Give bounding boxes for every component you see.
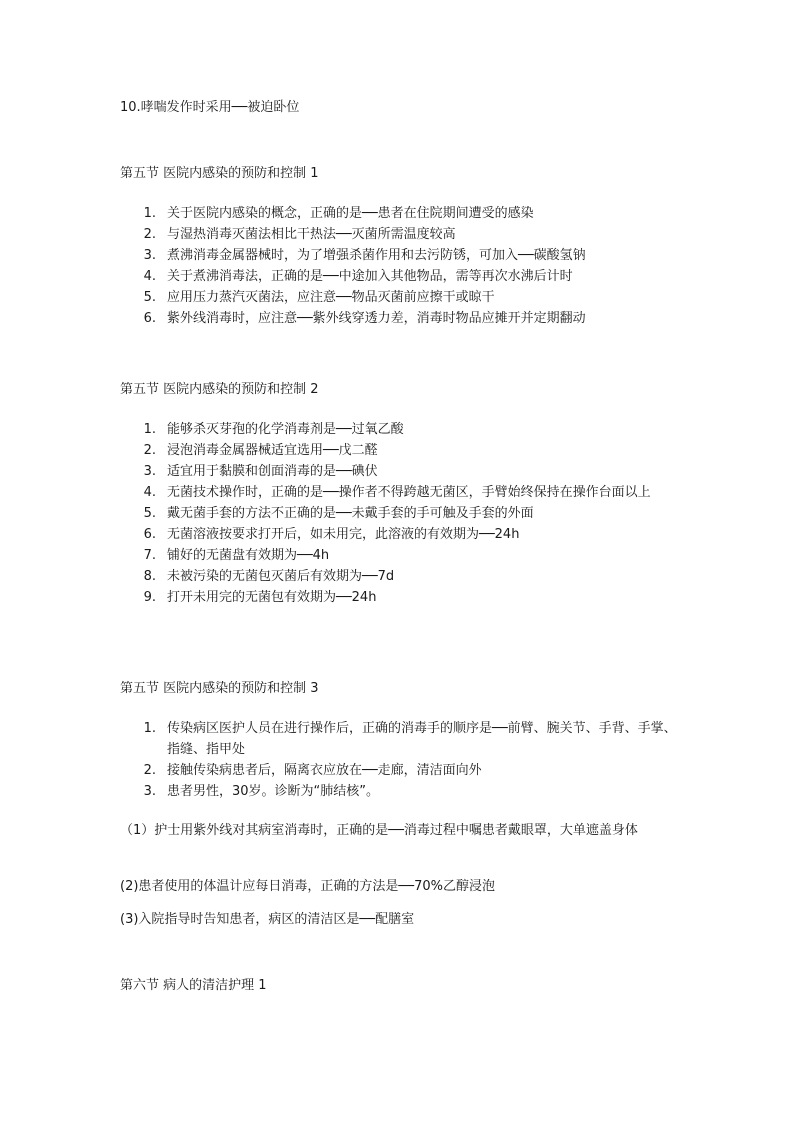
list-number: 5. xyxy=(143,506,156,521)
list-text: 关于煮沸消毒法，正确的是──中途加入其他物品，需等再次水沸后计时 xyxy=(167,269,573,284)
list-number: 1. xyxy=(143,422,156,437)
list-item xyxy=(120,224,686,245)
list-text: 紫外线消毒时，应注意──紫外线穿透力差，消毒时物品应摊开并定期翻动 xyxy=(167,311,586,326)
list-text: 戴无菌手套的方法不正确的是──未戴手套的手可触及手套的外面 xyxy=(167,506,534,521)
list-item xyxy=(120,461,686,482)
list-item xyxy=(120,524,686,545)
list-number: 3. xyxy=(143,784,156,799)
list-text: 煮沸消毒金属器械时，为了增强杀菌作用和去污防锈，可加入──碳酸氢钠 xyxy=(167,248,586,263)
list-item xyxy=(120,266,686,287)
list-item xyxy=(120,587,686,608)
list-item xyxy=(120,566,686,587)
list-text: 无菌技术操作时，正确的是──操作者不得跨越无菌区，手臂始终保持在操作台面以上 xyxy=(167,485,651,500)
list-item xyxy=(120,718,686,760)
list-number: 2. xyxy=(143,763,156,778)
list-number: 9. xyxy=(143,590,156,605)
numbered-list xyxy=(120,203,686,329)
list-number: 4. xyxy=(143,269,156,284)
list-item xyxy=(120,440,686,461)
list-item xyxy=(120,203,686,224)
list-number: 2. xyxy=(143,443,156,458)
list-item xyxy=(120,419,686,440)
body-paragraph: (3)入院指导时告知患者，病区的清洁区是──配膳室 xyxy=(120,912,415,927)
section-heading: 第五节 医院内感染的预防和控制 2 xyxy=(120,382,319,397)
list-item xyxy=(120,545,686,566)
list-text: 浸泡消毒金属器械适宜选用──戊二醛 xyxy=(167,443,378,458)
list-number: 2. xyxy=(143,227,156,242)
intro-line: 10.哮喘发作时采用──被迫卧位 xyxy=(120,100,300,115)
list-number: 1. xyxy=(143,721,156,736)
body-paragraph: (2)患者使用的体温计应每日消毒，正确的方法是──70%乙醇浸泡 xyxy=(120,879,495,894)
section-heading: 第六节 病人的清洁护理 1 xyxy=(120,978,267,993)
list-item xyxy=(120,781,686,802)
list-text: 与湿热消毒灭菌法相比干热法──灭菌所需温度较高 xyxy=(167,227,456,242)
list-item xyxy=(120,287,686,308)
body-paragraph: （1）护士用紫外线对其病室消毒时，正确的是──消毒过程中嘱患者戴眼罩，大单遮盖身体 xyxy=(120,823,638,838)
numbered-list xyxy=(120,718,686,802)
list-item xyxy=(120,245,686,266)
list-item xyxy=(120,308,686,329)
list-text: 应用压力蒸汽灭菌法，应注意──物品灭菌前应擦干或晾干 xyxy=(167,290,495,305)
list-number: 1. xyxy=(143,206,156,221)
list-item xyxy=(120,760,686,781)
list-item xyxy=(120,482,686,503)
list-number: 6. xyxy=(143,311,156,326)
section-heading: 第五节 医院内感染的预防和控制 1 xyxy=(120,166,319,181)
section-heading: 第五节 医院内感染的预防和控制 3 xyxy=(120,681,319,696)
list-number: 5. xyxy=(143,290,156,305)
list-text: 无菌溶液按要求打开后，如未用完，此溶液的有效期为──24h xyxy=(167,527,520,542)
list-text: 接触传染病患者后，隔离衣应放在──走廊，清洁面向外 xyxy=(167,763,482,778)
list-number: 7. xyxy=(143,548,156,563)
list-text: 铺好的无菌盘有效期为──4h xyxy=(167,548,330,563)
list-text: 打开未用完的无菌包有效期为──24h xyxy=(167,590,377,605)
list-text: 患者男性，30岁。诊断为“肺结核”。 xyxy=(167,784,380,799)
list-text: 适宜用于黏膜和创面消毒的是──碘伏 xyxy=(167,464,378,479)
list-number: 8. xyxy=(143,569,156,584)
numbered-list xyxy=(120,419,686,608)
list-number: 3. xyxy=(143,248,156,263)
list-text: 未被污染的无菌包灭菌后有效期为──7d xyxy=(167,569,395,584)
list-number: 3. xyxy=(143,464,156,479)
list-text: 传染病区医护人员在进行操作后，正确的消毒手的顺序是──前臂、腕关节、手背、手掌、指缝、指甲处 xyxy=(167,721,677,757)
list-item xyxy=(120,503,686,524)
list-number: 6. xyxy=(143,527,156,542)
list-text: 能够杀灭芽孢的化学消毒剂是──过氧乙酸 xyxy=(167,422,404,437)
list-text: 关于医院内感染的概念，正确的是──患者在住院期间遭受的感染 xyxy=(167,206,534,221)
list-number: 4. xyxy=(143,485,156,500)
